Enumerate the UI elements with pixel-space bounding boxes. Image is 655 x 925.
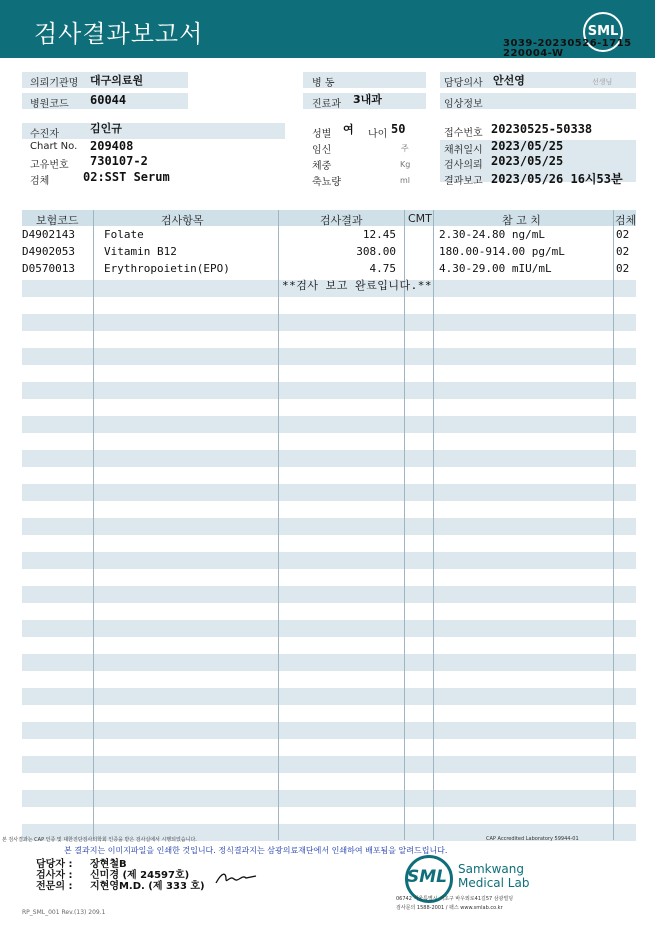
specialist-value: 지현영M.D. (제 333 호) (90, 881, 205, 892)
examiner-value: 신미경 (제 24597호) (90, 870, 190, 881)
row-code: D0570013 (22, 262, 75, 275)
weight-label: 체중 (312, 161, 332, 172)
id-value: 730107-2 (90, 154, 148, 168)
col-header-specimen: 검체 (615, 214, 637, 227)
cap-note: CAP Accredited Laboratory 59944-01 (486, 836, 579, 842)
col-header-result: 검사결과 (320, 214, 363, 227)
col-header-reference: 참 고 치 (502, 214, 541, 227)
receipt-value: 20230525-50338 (491, 122, 593, 136)
row-item: Erythropoietin(EPO) (104, 262, 230, 275)
table-stripe-row (22, 450, 636, 467)
lab-contact: 검사문의 1588-2001 / 팩스 www.smlab.co.kr (396, 905, 503, 911)
row-item: Folate (104, 228, 144, 241)
specimen-label: 검체 (30, 176, 50, 187)
chart-value: 209408 (90, 139, 134, 153)
col-header-item: 검사항목 (161, 214, 204, 227)
row-result: 308.00 (356, 245, 396, 258)
row-code: D4902143 (22, 228, 75, 241)
report-complete-note: **검사 보고 완료입니다.** (282, 279, 432, 292)
signature-icon (214, 870, 258, 886)
row-specimen: 02 (616, 245, 630, 258)
row-specimen: 02 (616, 262, 630, 275)
sex-value: 여 (343, 123, 354, 136)
row-code: D4902053 (22, 245, 75, 258)
clinical-label: 임상정보 (444, 99, 483, 110)
column-divider (404, 210, 405, 840)
patient-label: 수진자 (30, 129, 59, 140)
column-divider (278, 210, 279, 840)
reported-value: 2023/05/26 16시53분 (491, 172, 623, 186)
age-label: 나이 (368, 129, 388, 140)
ward-label: 병 동 (312, 78, 335, 89)
row-reference: 180.00-914.00 pg/mL (439, 245, 565, 258)
weight-unit: Kg (400, 160, 411, 169)
patient-value: 김인규 (90, 122, 122, 135)
sml-logo-icon: SML (583, 12, 623, 52)
table-stripe-row (22, 416, 636, 433)
row-reference: 2.30-24.80 ng/mL (439, 228, 545, 241)
column-divider (433, 210, 434, 840)
pregnancy-label: 임신 (312, 145, 332, 156)
institution-value: 대구의료원 (90, 74, 144, 87)
hospital-code-value: 60044 (90, 93, 127, 107)
requested-label: 검사의뢰 (444, 160, 483, 171)
document-id-suffix: 220004-W (503, 48, 564, 59)
column-divider (613, 210, 614, 840)
urine-label: 축뇨량 (312, 177, 341, 188)
table-stripe-row (22, 790, 636, 807)
sml-lab-logo-text: SML (407, 867, 447, 887)
specimen-value: 02:SST Serum (83, 170, 170, 184)
accreditation-note: 본 검사결과는 CAP 인증 및 대한진단검사의학회 인증을 받은 검사실에서 시행되었습니다. (2, 837, 197, 843)
table-stripe-row (22, 518, 636, 535)
document-id: 3039-20230526-1715 (503, 38, 632, 49)
chart-label: Chart No. (30, 141, 78, 152)
lab-address: 06742 서울특별시 서초구 바우뫼로41길57 삼광빌딩 (396, 896, 514, 902)
receipt-label: 접수번호 (444, 128, 483, 139)
row-result: 12.45 (362, 228, 396, 241)
examiner-label: 검사자 : (36, 870, 73, 881)
table-stripe-row (22, 382, 636, 399)
institution-label: 의뢰기관명 (30, 78, 79, 89)
doctor-value: 안선영 (493, 74, 525, 87)
id-label: 고유번호 (30, 160, 69, 171)
col-header-code: 보험코드 (36, 214, 79, 227)
requested-value: 2023/05/25 (491, 154, 564, 168)
hospital-code-label: 병원코드 (30, 99, 69, 110)
sex-label: 성별 (312, 129, 332, 140)
dept-value: 3내과 (353, 93, 382, 106)
dept-label: 진료과 (312, 99, 341, 110)
table-stripe-row (22, 314, 636, 331)
lab-name-line1: Samkwang (458, 862, 524, 876)
column-divider (93, 210, 94, 840)
revision-code: RP_SML_001 Rev.(13) 209.1 (22, 909, 106, 916)
row-reference: 4.30-29.00 mIU/mL (439, 262, 552, 275)
table-stripe-row (22, 620, 636, 637)
table-stripe-row (22, 552, 636, 569)
pregnancy-unit: 주 (401, 144, 409, 153)
info-bar (22, 123, 285, 139)
doctor-label: 담당의사 (444, 78, 483, 89)
table-stripe-row (22, 348, 636, 365)
doctor-suffix: 선생님 (592, 78, 613, 86)
table-stripe-row (22, 484, 636, 501)
lab-name-line2: Medical Lab (458, 876, 530, 890)
urine-unit: ml (400, 176, 411, 185)
notice-text: 본 결과지는 이미지파일을 인쇄한 것입니다. 정식결과지는 삼광의료재단에서 인쇄하여 배포됨을 알려드립니다. (64, 846, 448, 855)
row-result: 4.75 (369, 262, 396, 275)
row-item: Vitamin B12 (104, 245, 177, 258)
manager-value: 장현철B (90, 859, 127, 870)
table-stripe-row (22, 756, 636, 773)
row-specimen: 02 (616, 228, 630, 241)
specialist-label: 전문의 : (36, 881, 73, 892)
manager-label: 담당자 : (36, 859, 73, 870)
report-title: 검사결과보고서 (34, 20, 204, 48)
col-header-cmt: CMT (408, 212, 432, 225)
collected-value: 2023/05/25 (491, 139, 564, 153)
age-value: 50 (391, 122, 406, 136)
table-stripe-row (22, 586, 636, 603)
reported-label: 결과보고 (444, 176, 483, 187)
table-stripe-row (22, 722, 636, 739)
table-stripe-row (22, 654, 636, 671)
table-stripe-row (22, 688, 636, 705)
collected-label: 채취일시 (444, 145, 483, 156)
